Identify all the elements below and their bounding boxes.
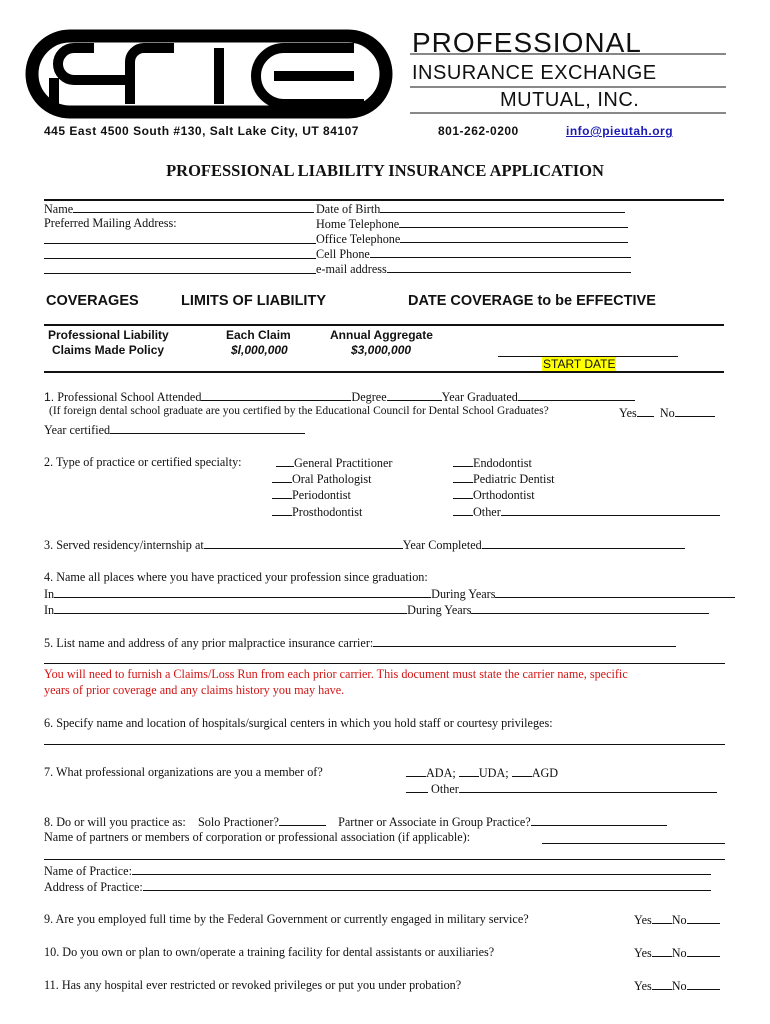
q7-other-label: Other [431, 782, 459, 796]
q3-residency-blank[interactable] [204, 537, 403, 549]
q2-oral-pathologist-label: Oral Pathologist [292, 472, 372, 486]
dob-label: Date of Birth [316, 202, 381, 216]
q4-row-1[interactable] [44, 586, 735, 602]
q10-no-label: No [671, 946, 687, 960]
mailing-address-line-3[interactable] [44, 273, 316, 274]
q5-notice-line1: You will need to furnish a Claims/Loss Run from each prior carrier. This document must state the carrier name, specific [44, 667, 628, 681]
q2-orthodontist-label: Orthodontist [473, 488, 535, 502]
q1-school-blank[interactable] [201, 389, 351, 401]
q6-answer-line[interactable] [44, 744, 725, 745]
q2-option-endodontist[interactable] [453, 455, 532, 471]
each-claim-label: Each Claim [226, 328, 291, 342]
company-phone: 801-262-0200 [438, 124, 519, 138]
q9-yes-label: Yes [634, 913, 652, 927]
cell-phone-field[interactable] [316, 246, 631, 262]
q5-carrier-line-2[interactable] [44, 663, 725, 664]
q7-orgs[interactable] [406, 765, 558, 781]
q8-question: 8. Do or will you practice as: [44, 815, 186, 829]
company-email-link[interactable]: info@pieutah.org [566, 124, 674, 138]
pie-logo [24, 28, 396, 120]
q5-notice-line2: years of prior coverage and any claims history you may have. [44, 683, 345, 697]
q8-practice-address-field[interactable] [44, 879, 711, 895]
q10-question: 10. Do you own or plan to own/operate a training facility for dental assistants or auxiliaries? [44, 945, 495, 959]
q8-row [44, 814, 667, 830]
q3-year-label: Year Completed [402, 538, 482, 552]
q1-foreign-answer[interactable] [619, 405, 715, 421]
q11-answer[interactable] [634, 978, 720, 994]
q1-degree-label: Degree [351, 390, 387, 404]
company-address: 445 East 4500 South #130, Salt Lake City, UT 84107 [44, 124, 359, 138]
q2-option-periodontist[interactable] [272, 487, 351, 503]
q8-group-blank[interactable] [531, 814, 667, 826]
company-name-line1: PROFESSIONAL [412, 27, 642, 58]
q2-option-pediatric[interactable] [453, 471, 555, 487]
mailing-address-line-2[interactable] [44, 258, 316, 259]
q8-partners-line-2[interactable] [44, 859, 725, 860]
q3-question: 3. Served residency/internship at [44, 538, 204, 552]
coverages-rule [44, 324, 724, 326]
q2-option-oral-pathologist[interactable] [272, 471, 372, 487]
q7-other[interactable] [406, 781, 717, 797]
q1-year-graduated-blank[interactable] [518, 389, 635, 401]
q4-during-label: During Years [431, 587, 496, 601]
q3-year-blank[interactable] [482, 537, 685, 549]
q1-year-certified-label: Year certified [44, 423, 111, 437]
q8-solo-label: Solo Practioner? [198, 815, 279, 829]
q11-question: 11. Has any hospital ever restricted or revoked privileges or put you under probation? [44, 978, 462, 992]
q1-year-certified-field[interactable] [44, 422, 305, 438]
office-telephone-label: Office Telephone [316, 232, 401, 246]
q2-option-orthodontist[interactable] [453, 487, 535, 503]
q2-periodontist-label: Periodontist [292, 488, 351, 502]
policy-type-line2: Claims Made Policy [52, 343, 165, 357]
q9-no-label: No [671, 913, 687, 927]
coverages-heading: COVERAGES [46, 293, 139, 309]
page-title: PROFESSIONAL LIABILITY INSURANCE APPLICATION [166, 161, 604, 180]
email-field[interactable] [316, 261, 631, 277]
annual-aggregate-label: Annual Aggregate [330, 328, 433, 342]
q2-general-label: General Practitioner [294, 456, 393, 470]
q2-option-other[interactable] [453, 504, 720, 520]
limits-heading: LIMITS OF LIABILITY [181, 293, 326, 309]
office-telephone-field[interactable] [316, 231, 628, 247]
q2-pediatric-label: Pediatric Dentist [473, 472, 555, 486]
name-field[interactable] [44, 201, 314, 217]
q4-during-label: During Years [407, 603, 472, 617]
q9-answer[interactable] [634, 912, 720, 928]
q2-prosthodontist-label: Prosthodontist [292, 505, 363, 519]
home-telephone-label: Home Telephone [316, 217, 400, 231]
q5-carrier-blank[interactable] [373, 635, 676, 647]
q7-ada-label: ADA; [426, 766, 456, 780]
q7-question: 7. What professional organizations are you a member of? [44, 765, 323, 779]
q8-group-label: Partner or Associate in Group Practice? [338, 815, 531, 829]
q2-question: 2. Type of practice or certified specialty: [44, 455, 242, 469]
q8-partners-line[interactable] [542, 843, 725, 844]
q1-degree-blank[interactable] [387, 389, 442, 401]
q1-school-label: Professional School Attended [57, 390, 202, 404]
start-date-label: START DATE [543, 357, 616, 371]
q8-solo-blank[interactable] [279, 814, 326, 826]
q10-yes-label: Yes [634, 946, 652, 960]
policy-type-line1: Professional Liability [48, 328, 169, 342]
q4-row-2[interactable] [44, 602, 709, 618]
company-name-line3: MUTUAL, INC. [500, 89, 640, 111]
q9-question: 9. Are you employed full time by the Federal Government or currently engaged in military service? [44, 912, 529, 926]
q1-year-graduated-label: Year Graduated [441, 390, 518, 404]
q1-yes-label: Yes [619, 406, 637, 420]
coverages-bottom-rule [44, 371, 724, 373]
mailing-address-label: Preferred Mailing Address: [44, 216, 177, 230]
company-name-line2: INSURANCE EXCHANGE [412, 62, 657, 84]
q2-option-general[interactable] [276, 455, 392, 471]
q10-answer[interactable] [634, 945, 720, 961]
q2-option-prosthodontist[interactable] [272, 504, 362, 520]
q4-in-label: In [44, 603, 55, 617]
home-telephone-field[interactable] [316, 216, 628, 232]
q7-agd-label: AGD [531, 766, 559, 780]
q8-partners-label: Name of partners or members of corporation or professional association (if applicable): [44, 830, 471, 844]
mailing-address-line-1[interactable] [44, 243, 316, 244]
email-label: e-mail address [316, 262, 387, 276]
name-label: Name [44, 202, 74, 216]
q8-practice-address-label: Address of Practice: [44, 880, 143, 894]
q1-foreign-question: (If foreign dental school graduate are you certified by the Educational Council for Dental School Graduates? [49, 405, 549, 417]
q5-row [44, 635, 676, 651]
q4-question: 4. Name all places where you have practiced your profession since graduation: [44, 570, 428, 584]
q11-yes-label: Yes [634, 979, 652, 993]
q2-other-label: Other [473, 505, 501, 519]
cell-phone-label: Cell Phone [316, 247, 370, 261]
q11-no-label: No [671, 979, 687, 993]
date-coverage-heading: DATE COVERAGE to be EFFECTIVE [408, 293, 656, 309]
annual-aggregate-value: $3,000,000 [351, 343, 412, 357]
q1-row [44, 389, 635, 405]
dob-field[interactable] [316, 201, 625, 217]
each-claim-value: $l,000,000 [231, 343, 288, 357]
q8-practice-name-label: Name of Practice: [44, 864, 132, 878]
q1-no-label: No [659, 406, 675, 420]
logo-line-bottom [410, 86, 726, 88]
q5-question: 5. List name and address of any prior malpractice insurance carrier: [44, 636, 374, 650]
q6-question: 6. Specify name and location of hospitals/surgical centers in which you hold staff or courtesy privileges: [44, 716, 553, 730]
logo-line-last [410, 112, 726, 114]
q8-practice-name-field[interactable] [44, 863, 711, 879]
q3-row [44, 537, 685, 553]
q4-in-label: In [44, 587, 55, 601]
q1-number: 1. [44, 390, 55, 404]
q7-uda-label: UDA; [478, 766, 509, 780]
q2-endodontist-label: Endodontist [473, 456, 532, 470]
